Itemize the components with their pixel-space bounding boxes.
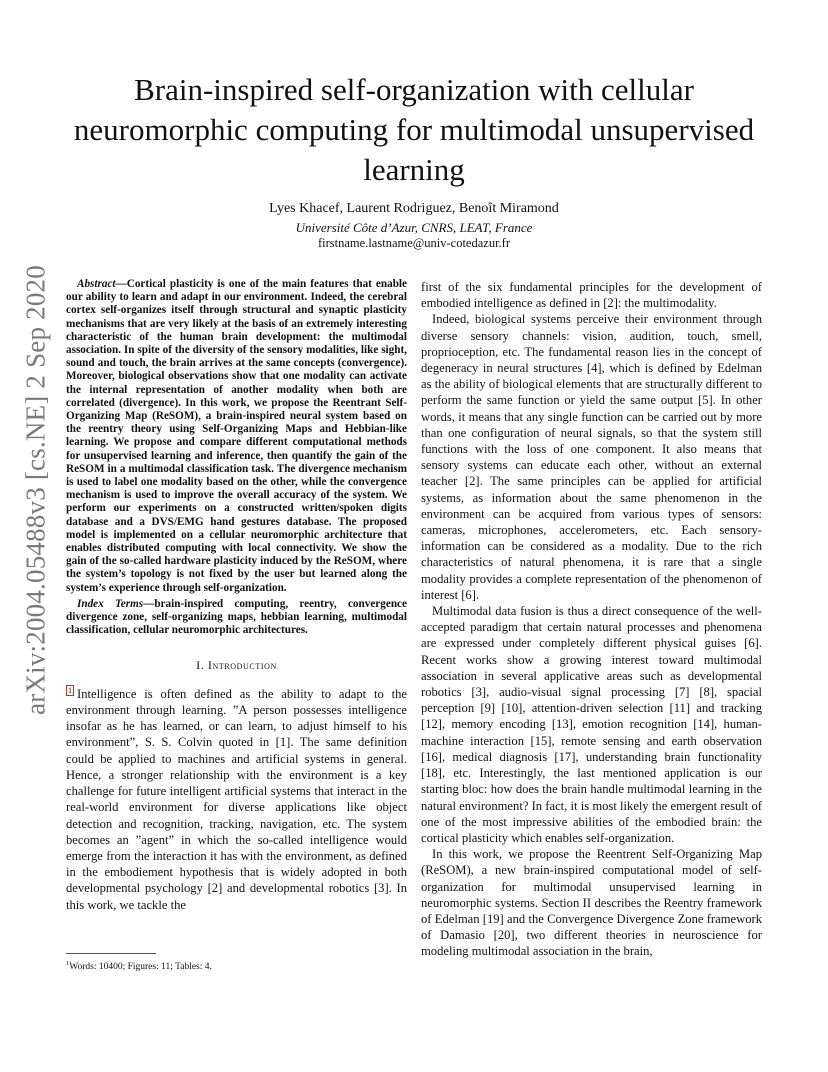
- index-terms-text: —brain-inspired computing, reentry, convergence divergence zone, self-organizing maps, hebbian learning, multimodal classification, cellular neuromorphic architectures.: [66, 597, 407, 637]
- footnote-number: 1: [66, 960, 70, 967]
- section-heading: [66, 657, 407, 673]
- intro-text: Intelligence is often defined as the ability to adapt to the environment through learning. ”A person possesses intelligence insofar as he has learned, or can learn, to adjust himself to his environment”, S. S. Colvin quoted in [1]. The same definition could be applied to machines and artificial systems in general. Hence, a stronger relationship with the environment is a key challenge for future intelligent artificial systems that interact in the real-world environment for diverse applications like object detection and recognition, tracking, navigation, etc. The system becomes an ”agent” in which the so-called intelligence would emerge from the interaction it has with the environment, as defined in the embodiement hypothesis that is widely adopted in both developmental psychology [2] and developmental robotics [3]. In this work, we tackle the: [66, 686, 407, 912]
- section-title: Introduction: [207, 658, 277, 673]
- index-terms: [66, 598, 407, 638]
- paragraph-fusion: Multimodal data fusion is thus a direct consequence of the well-accepted paradigm that certain natural processes and phenomena are expressed under completely different physical guises [6]. Recent works show a growing interest toward multimodal association in several applicative areas such as developmental robotics [3], audio-visual signal processing [7] [8], spacial perception [9] [10], attention-driven selection [11] and tracking [12], memory encoding [13], emotion recognition [14], human-machine interaction [15], remote sensing and earth observation [16], medical diagnosis [17], understanding brain functionality [18], etc. Interestingly, the last mentioned application is our starting bloc: how does the brain handle multimodal learning in the natural environment? In fact, it is most likely the emergent result of one of the most impressive abilities of the embodied brain: the cortical plasticity which enables self-organization.: [421, 604, 762, 845]
- footnote-divider: [66, 953, 156, 954]
- section-number: I.: [196, 658, 205, 673]
- paragraph-resom: In this work, we propose the Reentrent Self-Organizing Map (ReSOM), a new brain-inspired computational model of self-organization for multimodal unsupervised learning in neuromorphic systems. Section II describes the Reentry framework of Edelman [19] and the Convergence Divergence Zone framework of Damasio [20], two different theories in neuroscience for modeling multimodal association in the brain,: [421, 847, 762, 959]
- abstract-lead: Abstract: [77, 278, 116, 290]
- paragraph-degeneracy: Indeed, biological systems perceive their environment through diverse sensory channels: vision, audition, touch, smell, proprioception, etc. The fundamental reason lies in the concept of degeneracy in neural structures [4], which is defined by Edelman as the ability of biological elements that are structurally different to perform the same function or yield the same output [5]. In other words, it means that any single function can be carried out by more than one configuration of neural signals, so that the system still functions with the loss of one component. It also means that sensory systems can educate each other, without an external teacher [2]. The same principles can be applied for artificial systems, as information about the same phenomenon in the environment can be acquired from various types of sensors: cameras, microphones, accelerometers, etc. Each sensory-information can be considered as a modality. Due to the rich characteristics of natural phenomena, it is rare that a single modality provides a complete representation of the phenomenon of interest [6].: [421, 312, 762, 602]
- arxiv-sidebar: [8, 265, 64, 715]
- footnote: [66, 960, 407, 972]
- authors: Lyes Khacef, Laurent Rodriguez, Benoît Miramond: [269, 201, 559, 216]
- paper-title: Brain-inspired self-organization with cellular neuromorphic computing for multimodal unsupervised learning: [73, 72, 755, 187]
- left-column: [66, 278, 407, 913]
- email: firstname.lastname@univ-cotedazur.fr: [318, 236, 510, 250]
- arxiv-identifier: arXiv:2004.05488v3 [cs.NE] 2 Sep 2020: [20, 265, 51, 715]
- affiliation: Université Côte d’Azur, CNRS, LEAT, France: [295, 220, 533, 235]
- intro-paragraph: [66, 685, 407, 913]
- footnote-link[interactable]: 1: [68, 685, 72, 695]
- abstract-text: —Cortical plasticity is one of the main features that enable our ability to learn and adapt in our environment. Indeed, the cerebral cortex self-organizes itself through structural and synaptic plasticity mechanisms that are very likely at the basis of an extremely interesting characteristic of the human brain development: the multimodal association. In spite of the diversity of the sensory modalities, like sight, sound and touch, the brain arrives at the same concepts (convergence). Moreover, biological observations show that one modality can activate the internal representation of another modality when both are correlated (divergence). In this work, we propose the Reentrant Self-Organizing Map (ReSOM), a brain-inspired neural system based on the reentry theory using Self-Organizing Maps and Hebbian-like learning. We propose and compare different computational methods for unsupervised learning and inference, then quantify the gain of the ReSOM in a multimodal classification task. The divergence mechanism is used to label one modality based on the other, while the convergence mechanism is used to improve the overall accuracy of the system. We perform our experiments on a constructed written/spoken digits database and a DVS/EMG hand gestures database. The proposed model is implemented on a cellular neuromorphic architecture that enables distributed computing with local connectivity. We show the gain of the so-called hardware plasticity induced by the ReSOM, where the system’s topology is not fixed by the user but learned along the system’s experience through self-organization.: [66, 278, 407, 594]
- footnote-text: Words: 10400; Figures: 11; Tables: 4.: [69, 962, 212, 973]
- index-terms-lead: Index Terms: [77, 597, 144, 610]
- abstract: [66, 278, 407, 595]
- right-column: [421, 279, 762, 960]
- paragraph-continued: first of the six fundamental principles for the development of embodied intelligence as defined in [2]: the multimodality.: [421, 280, 762, 311]
